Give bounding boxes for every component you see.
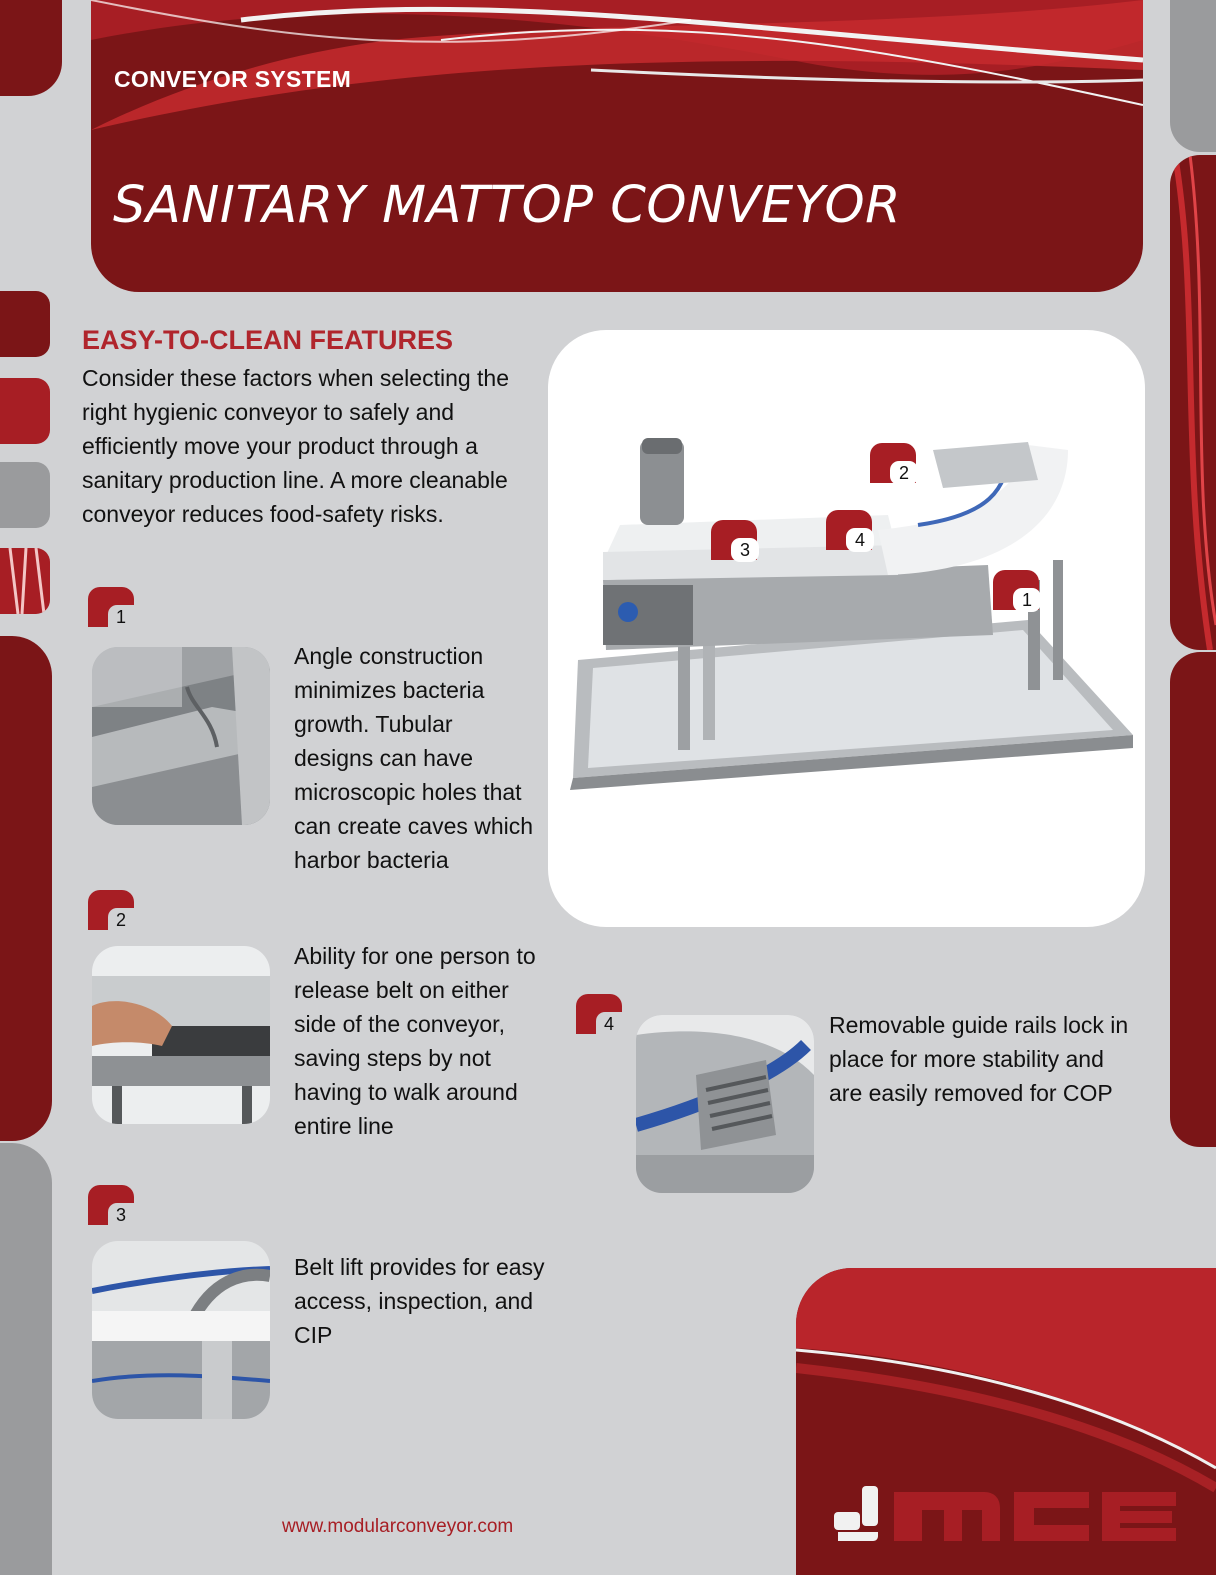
left-tab-1 bbox=[0, 291, 50, 357]
left-tab-3 bbox=[0, 462, 50, 528]
feature-3-image bbox=[92, 1241, 270, 1419]
mce-logo-mark bbox=[834, 1486, 1184, 1542]
feature-4-text: Removable guide rails lock in place for more stability and are easily removed for COP bbox=[829, 1012, 1129, 1106]
intro-paragraph: Consider these factors when selecting the right hygienic conveyor to safely and efficiently move your product through a sanitary production line. A more cleanable conveyor reduces food-safety risks. bbox=[82, 365, 510, 527]
left-band-red bbox=[0, 636, 52, 1141]
section-heading: EASY-TO-CLEAN FEATURES bbox=[82, 325, 454, 355]
feature-4-image bbox=[636, 1015, 814, 1193]
page-title: SANITARY MATTOP CONVEYOR bbox=[113, 176, 902, 235]
header-swoosh bbox=[91, 0, 1143, 292]
feature-2-image bbox=[92, 946, 270, 1124]
feature-4-number: 4 bbox=[596, 1012, 622, 1034]
feature-3-number: 3 bbox=[108, 1203, 134, 1225]
feature-2-number: 2 bbox=[108, 908, 134, 930]
feature-3-text: Belt lift provides for easy access, inspection, and CIP bbox=[294, 1254, 545, 1348]
right-tab-gray bbox=[1170, 0, 1216, 152]
photo-callout-3: 3 bbox=[711, 520, 757, 560]
conveyor-illustration bbox=[548, 330, 1145, 927]
left-tab-4 bbox=[0, 548, 50, 614]
feature-4-badge bbox=[576, 994, 622, 1034]
feature-2-text: Ability for one person to release belt on either side of the conveyor, saving steps by not having to walk around entire line bbox=[294, 943, 536, 1139]
feature-3-badge bbox=[88, 1185, 134, 1225]
photo-callout-2: 2 bbox=[870, 443, 916, 483]
product-photo-card bbox=[548, 330, 1145, 927]
footer-website-link[interactable]: www.modularconveyor.com bbox=[282, 1516, 514, 1537]
left-band-gray bbox=[0, 1143, 52, 1575]
photo-callout-4: 4 bbox=[826, 510, 872, 550]
feature-1-image bbox=[92, 647, 270, 825]
feature-2-badge bbox=[88, 890, 134, 930]
left-tab-top bbox=[0, 0, 62, 96]
right-band-red-1 bbox=[1170, 155, 1216, 650]
feature-1-text: Angle construction minimizes bacteria growth. Tubular designs can have microscopic holes that can create caves which harbor bacteria bbox=[294, 643, 534, 873]
brand-corner bbox=[796, 1268, 1216, 1575]
left-tab-2 bbox=[0, 378, 50, 444]
feature-1-badge bbox=[88, 587, 134, 627]
header-banner bbox=[91, 0, 1143, 292]
header-kicker: CONVEYOR SYSTEM bbox=[114, 66, 352, 92]
photo-callout-1: 1 bbox=[993, 570, 1039, 610]
feature-1-number: 1 bbox=[108, 605, 134, 627]
right-band-red-2 bbox=[1170, 652, 1216, 1147]
